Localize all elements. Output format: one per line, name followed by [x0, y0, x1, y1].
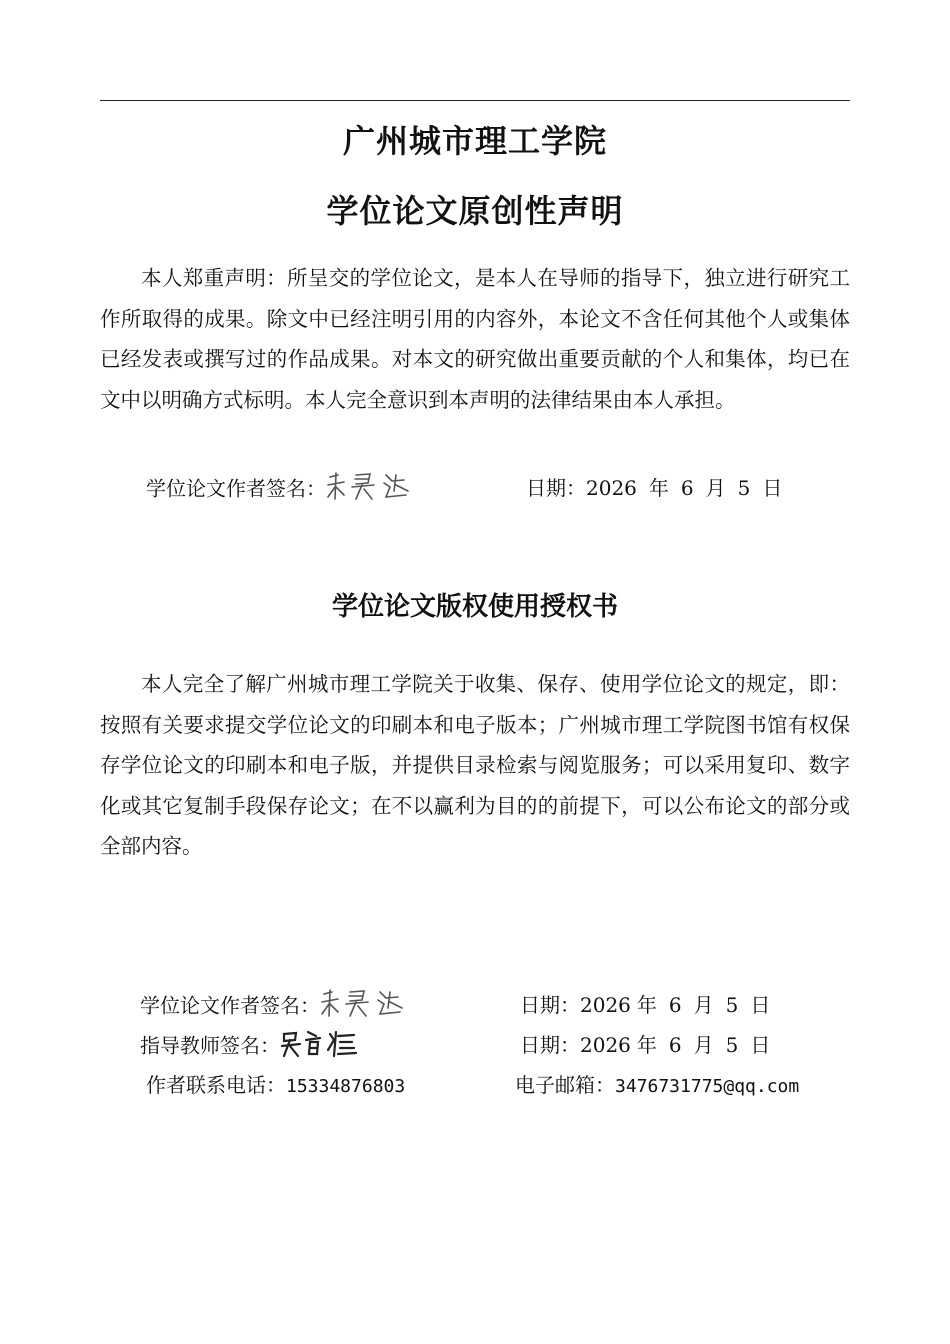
- advisor-signature-line: [140, 1030, 360, 1064]
- date-day: 5: [725, 993, 739, 1017]
- date-year-unit: 年: [636, 1033, 657, 1057]
- school-name-title: 广州城市理工学院: [342, 122, 607, 160]
- date-year-unit: 年: [648, 476, 669, 500]
- date-month-unit: 月: [705, 476, 726, 500]
- advisor-signature-image: [280, 1026, 360, 1060]
- email-label: 电子邮箱：: [515, 1073, 615, 1097]
- date-day-unit: 日: [750, 1033, 771, 1057]
- author-signature-image: [326, 469, 416, 503]
- date-month: 6: [668, 1033, 682, 1057]
- date-day-unit: 日: [750, 993, 771, 1017]
- date-month: 6: [680, 476, 694, 500]
- author-sign-label: 学位论文作者签名：: [146, 476, 326, 501]
- date-month-unit: 月: [693, 1033, 714, 1057]
- date-label: 日期：: [520, 993, 580, 1017]
- date-day: 5: [725, 1033, 739, 1057]
- originality-statement: 本人郑重声明：所呈交的学位论文，是本人在导师的指导下，独立进行研究工作所取得的成果。除文中已经注明引用的内容外，本论文不含任何其他个人或集体已经发表或撰写过的作品成果。对本文的研究做出重要贡献的个人和集体，均已在文中以明确方式标明。本人完全意识到本声明的法律结果由本人承担。: [100, 266, 850, 412]
- top-rule: [100, 100, 850, 101]
- author-sign-label: 学位论文作者签名：: [140, 993, 320, 1018]
- date-year: 2026: [580, 1033, 631, 1057]
- authorization-title: 学位论文版权使用授权书: [331, 592, 618, 622]
- date-label: 日期：: [520, 1033, 580, 1057]
- phone-number: 15334876803: [286, 1076, 406, 1097]
- originality-declaration-title: 学位论文原创性声明: [326, 192, 624, 230]
- date-month: 6: [668, 993, 682, 1017]
- advisor-date-line: [520, 1030, 782, 1060]
- originality-date-line: [526, 473, 794, 503]
- phone-label: 作者联系电话：: [146, 1073, 286, 1097]
- author-email-line: [515, 1070, 799, 1102]
- date-label: 日期：: [526, 476, 586, 500]
- authorization-statement: 本人完全了解广州城市理工学院关于收集、保存、使用学位论文的规定，即：按照有关要求提交学位论文的印刷本和电子版本；广州城市理工学院图书馆有权保存学位论文的印刷本和电子版，并提供目录检索与阅览服务；可以采用复印、数字化或其它复制手段保存论文；在不以赢利为目的的前提下，可以公布论文的部分或全部内容。: [100, 672, 850, 858]
- originality-author-signature-line: [146, 473, 416, 507]
- advisor-sign-label: 指导教师签名：: [140, 1033, 280, 1058]
- date-year: 2026: [586, 476, 637, 500]
- date-day: 5: [737, 476, 751, 500]
- date-day-unit: 日: [762, 476, 783, 500]
- date-year-unit: 年: [636, 993, 657, 1017]
- date-month-unit: 月: [693, 993, 714, 1017]
- authorization-author-signature-line: [140, 990, 410, 1024]
- author-signature-image: [320, 986, 410, 1020]
- date-year: 2026: [580, 993, 631, 1017]
- author-phone-line: [146, 1070, 405, 1102]
- email-address: 3476731775@qq.com: [615, 1076, 800, 1097]
- authorization-author-date-line: [520, 990, 782, 1020]
